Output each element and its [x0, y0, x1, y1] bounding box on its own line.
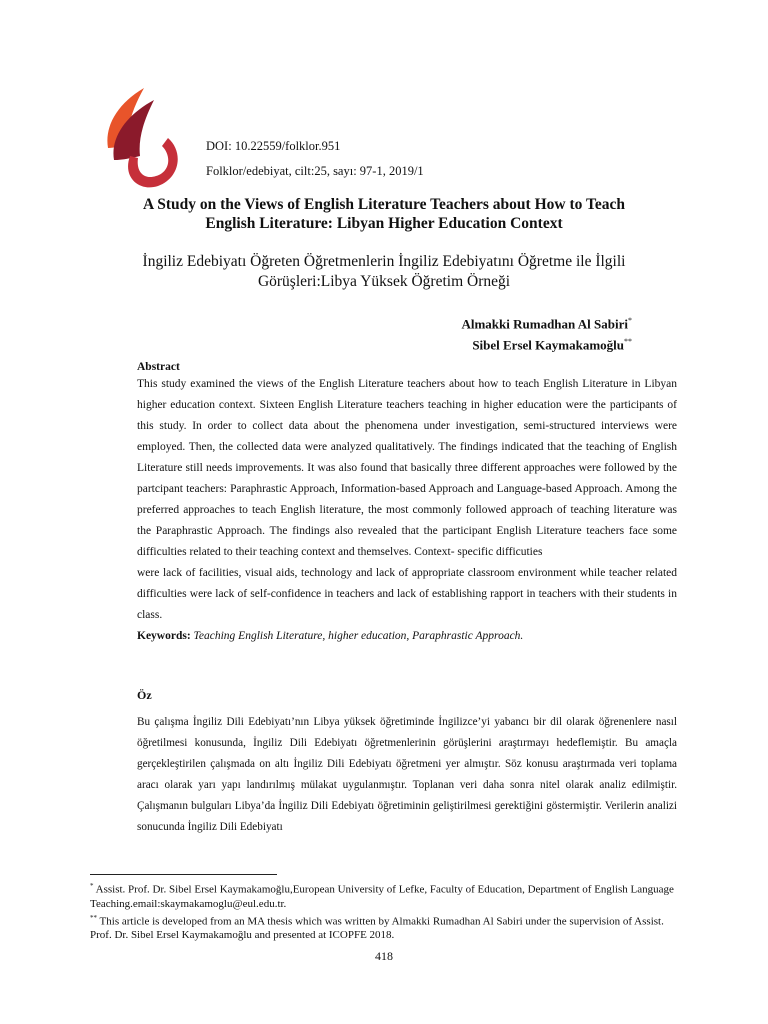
footnote-separator — [90, 874, 277, 875]
keywords-line — [137, 626, 677, 647]
abstract-heading: Abstract — [137, 361, 180, 373]
turkish-title — [80, 252, 688, 292]
journal-logo — [100, 86, 186, 194]
doi-block — [206, 137, 424, 187]
abstract-text: This study examined the views of the English Literature teachers about how to teach English Literature in Libyan higher education context. Sixteen English Literature teachers teaching in higher education were the participants of this study. In order to collect data about the phenomena under investigation, semi-structured interviews were employed. Then, the collected data were analyzed qualitatively. The findings indicated that the teaching of English Literature still needs improvements. It was also found that basically three different approaches were followed by the partcipant teachers: Paraphrastic Approach, Information-based Approach and Language-based Approach. Among the preferred approaches to teach English literature, the most commonly followed approach of teaching literature was the Paraphrastic Approach. The findings also revealed that the participant English Literature teachers face some difficulties related to their teaching context and themselves. Context- specific difficuties — [137, 378, 677, 558]
author-1 — [461, 312, 632, 333]
abstract-text-continued: were lack of facilities, visual aids, technology and lack of appropriate classroom environment while teacher related difficulties were lack of self-confidence in teachers and lack of establishing rapport in teachers with their students in class. — [137, 567, 677, 621]
author-1-footnote-mark[interactable]: * — [628, 316, 632, 325]
journal-citation: Folklor/edebiyat, cilt:25, sayı: 97-1, 2019/1 — [206, 164, 424, 178]
oz-text: Bu çalışma İngiliz Dili Edebiyatı’nın Libya yüksek öğretiminde İngilizce’yi yabancı bir dil olarak öğrenenlere nasıl öğretilmesi konusunda, İngiliz Dili Edebiyatı öğretmenlerinin görüşlerini araştırmayı hedeflemiştir. Bu amaçla gerçekleştirilen çalışmada on altı İngiliz Dili Edebiyatı öğretmeni yer almıştır. Söz konusu araştırmada veri toplama aracı olarak yarı yapı landırılmış mülakat uygulanmıştır. Toplanan veri daha sonra nitel olarak analiz edilmiştir. Çalışmanın bulguları Libya’da İngiliz Dili Edebiyatı öğretiminin geliştirilmesi gerektiğini göstermiştir. Verilerin analizi sonucunda İngiliz Dili Edebiyatı — [137, 716, 677, 833]
footnote-1-text: Assist. Prof. Dr. Sibel Ersel Kaymakamoğlu,European University of Lefke, Faculty of Education, Department of English Language Teaching.email:skaymakamoglu@eul.edu.tr. — [90, 883, 674, 910]
footnote-2-mark: ** — [90, 913, 97, 922]
turkish-title-line-1: İngiliz Edebiyatı Öğreten Öğretmenlerin İngiliz Edebiyatını Öğretme ile İlgili — [142, 253, 626, 270]
author-2-footnote-mark[interactable]: ** — [624, 337, 632, 347]
footnote-1 — [90, 879, 680, 911]
footnote-2 — [90, 911, 680, 943]
english-title — [80, 195, 688, 233]
abstract-body — [137, 374, 677, 647]
footnotes — [90, 879, 680, 942]
footnote-2-text: This article is developed from an MA thesis which was written by Almakki Rumadhan Al Sabiri under the supervision of Assist. Prof. Dr. Sibel Ersel Kaymakamoğlu and presented at ICOPFE 2018. — [90, 915, 664, 942]
author-1-name: Almakki Rumadhan Al Sabiri — [461, 316, 628, 332]
author-list — [461, 312, 632, 355]
footnote-1-mark: * — [90, 882, 94, 890]
oz-heading: Öz — [137, 688, 152, 702]
keywords-label: Keywords: — [137, 630, 191, 642]
turkish-title-line-2: Görüşleri:Libya Yüksek Öğretim Örneği — [257, 273, 511, 290]
keywords-list: Teaching English Literature, higher education, Paraphrastic Approach. — [193, 630, 524, 642]
page-number: 418 — [375, 949, 393, 963]
english-title-line-2: English Literature: Libyan Higher Education Context — [205, 215, 563, 232]
doi-text: DOI: 10.22559/folklor.951 — [206, 139, 341, 153]
english-title-line-1: A Study on the Views of English Literature Teachers about How to Teach — [143, 196, 625, 213]
author-2 — [461, 333, 632, 354]
author-2-name: Sibel Ersel Kaymakamoğlu — [472, 337, 624, 353]
